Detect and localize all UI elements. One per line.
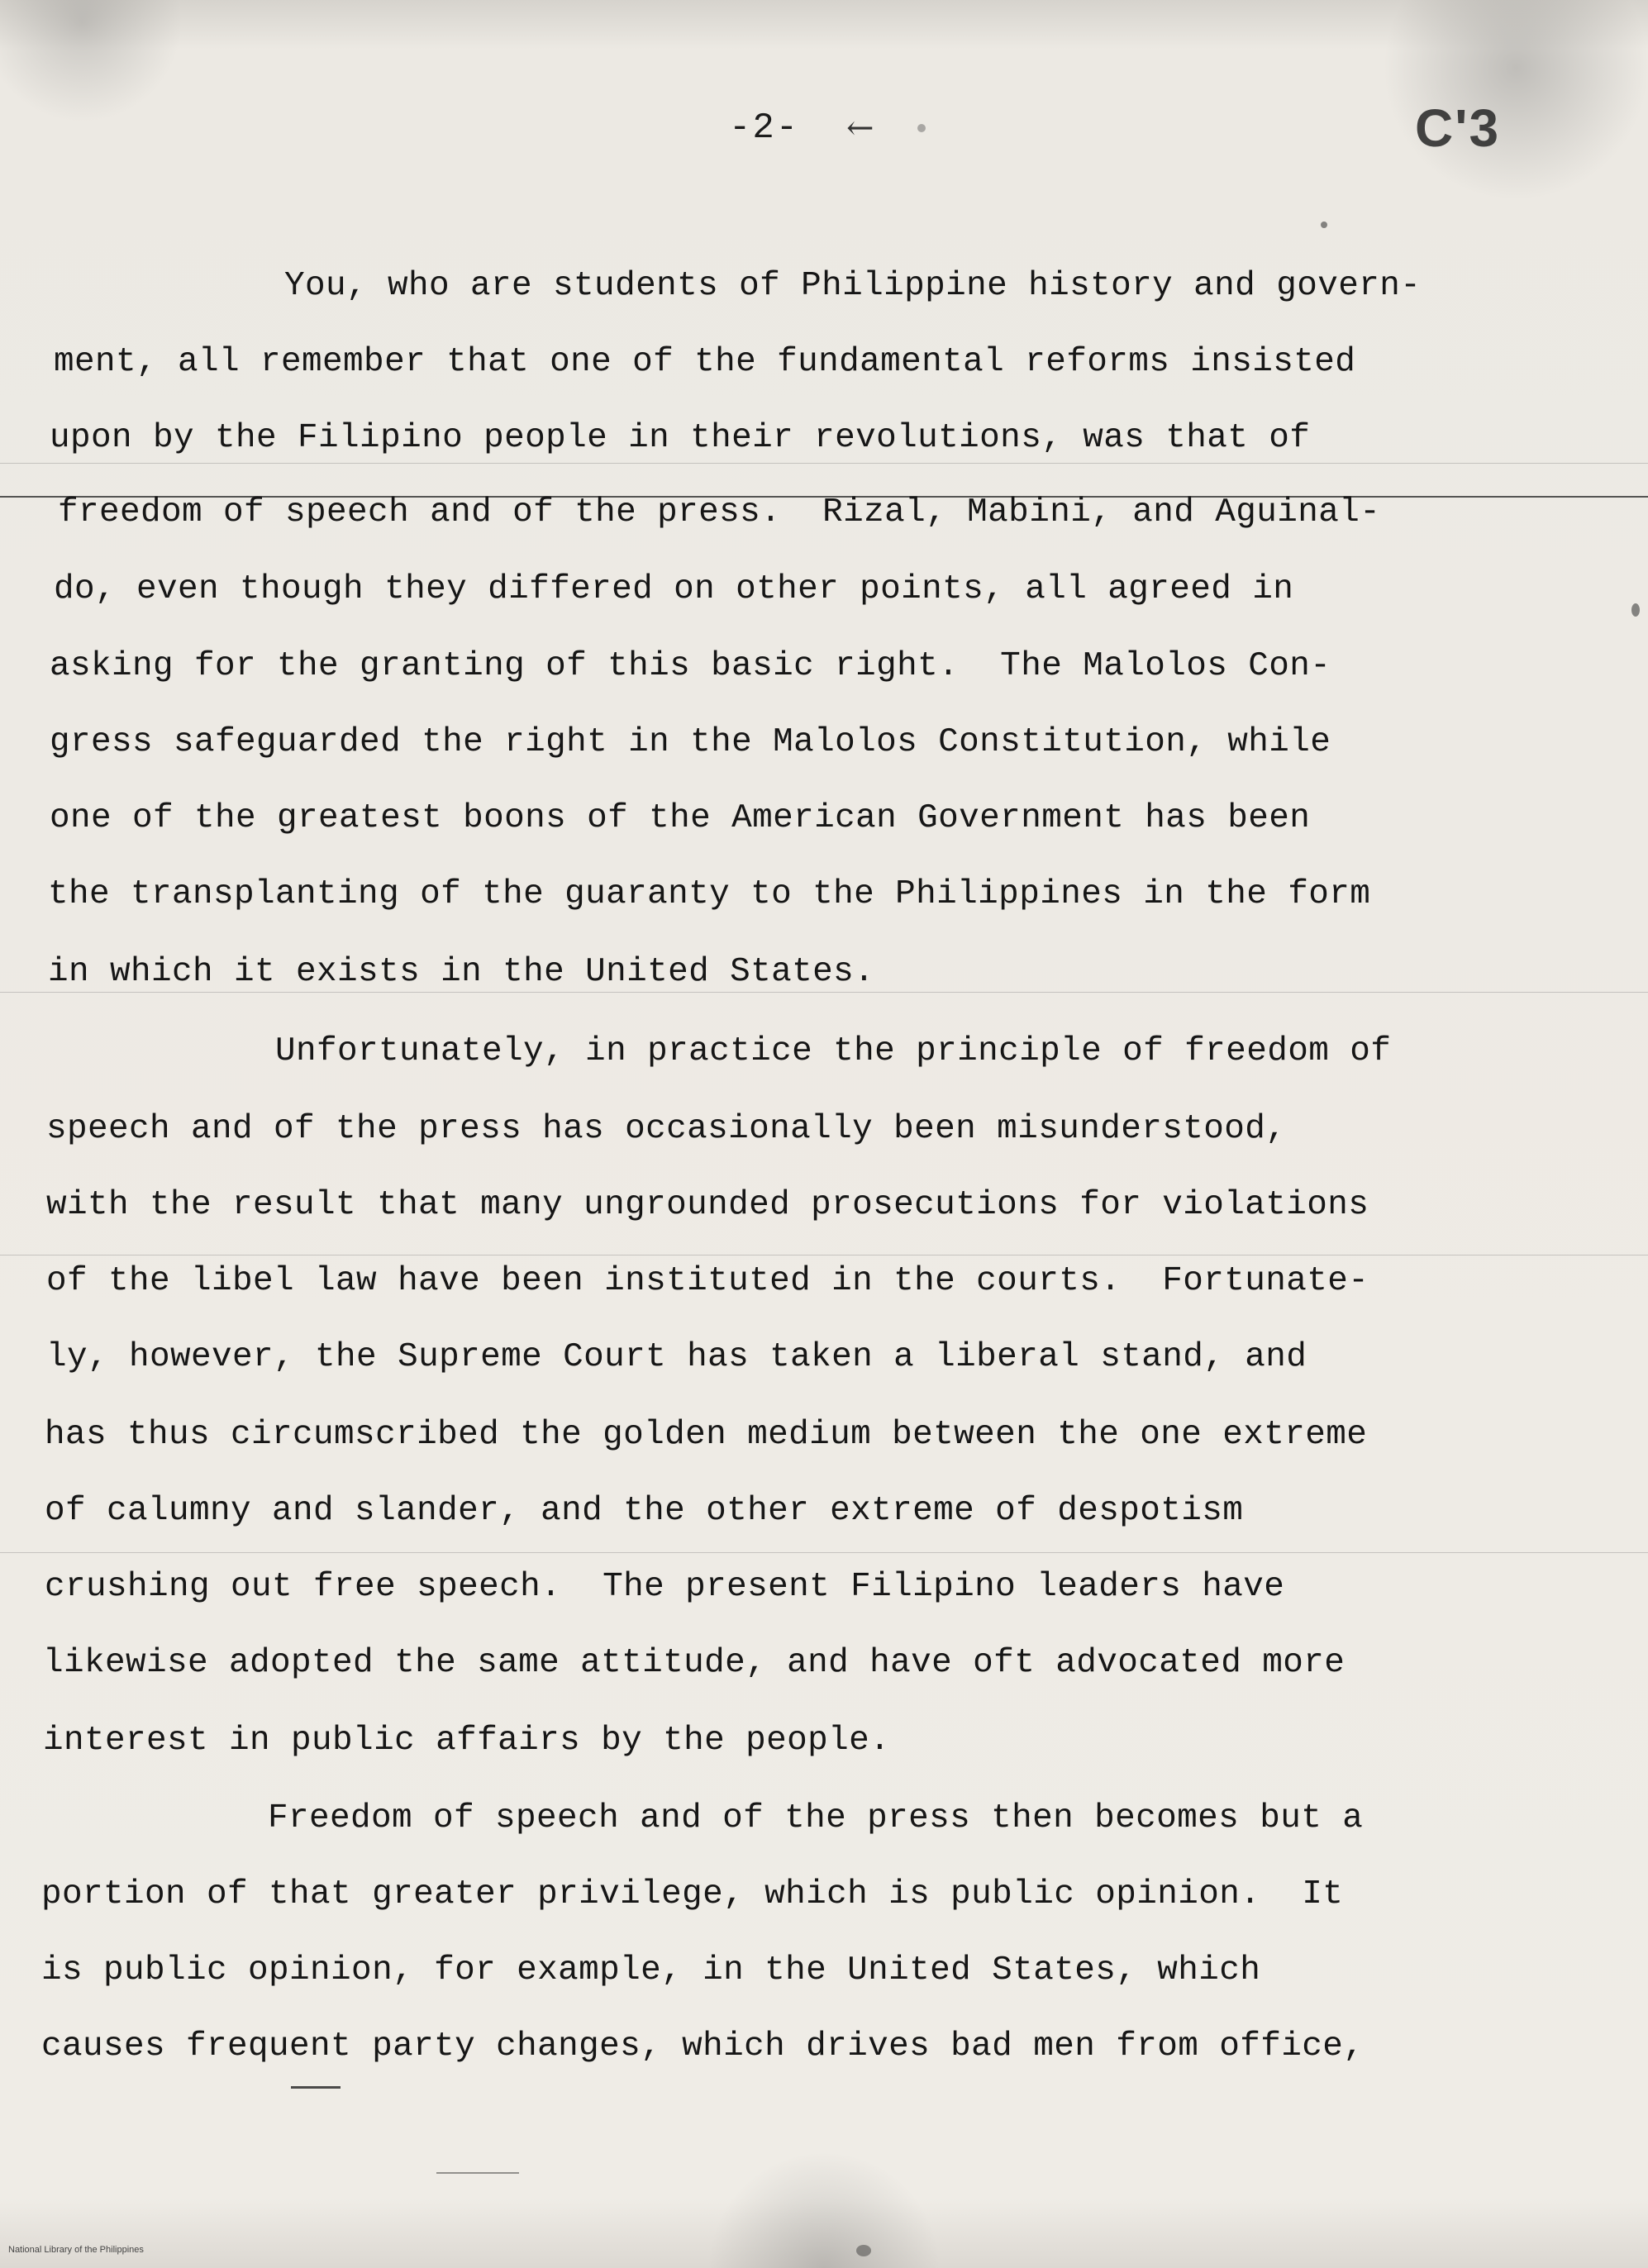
text-line: ly, however, the Supreme Court has taken a liberal stand, and <box>46 1338 1307 1376</box>
text-line: likewise adopted the same attitude, and have oft advocated more <box>43 1644 1346 1682</box>
text-line: of calumny and slander, and the other extreme of despotism <box>45 1492 1244 1530</box>
scan-speck <box>1631 603 1640 617</box>
text-line: portion of that greater privilege, which is public opinion. It <box>41 1875 1344 1913</box>
scan-speck <box>917 124 926 132</box>
scan-line <box>0 992 1648 993</box>
text-line: Unfortunately, in practice the principle of freedom of <box>275 1032 1392 1070</box>
pen-mark <box>436 2172 519 2174</box>
page-mark: ← <box>846 109 874 147</box>
scan-line <box>0 463 1648 464</box>
archive-stamp: National Library of the Philippines <box>8 2245 144 2255</box>
scan-line <box>0 1255 1648 1256</box>
text-line: interest in public affairs by the people. <box>43 1722 891 1760</box>
scan-speck <box>1321 222 1327 228</box>
text-line: one of the greatest boons of the American Government has been <box>50 799 1311 837</box>
text-line: Freedom of speech and of the press then becomes but a <box>268 1799 1364 1837</box>
text-line: ment, all remember that one of the fundamental reforms insisted <box>54 343 1356 381</box>
text-line: the transplanting of the guaranty to the Philippines in the form <box>48 875 1371 913</box>
text-line: freedom of speech and of the press. Rizal, Mabini, and Aguinal- <box>58 493 1381 531</box>
text-line: in which it exists in the United States. <box>48 953 875 991</box>
page-number: -2- <box>729 107 800 149</box>
text-line: has thus circumscribed the golden medium between the one extreme <box>45 1416 1368 1454</box>
text-line: crushing out free speech. The present Filipino leaders have <box>45 1568 1285 1606</box>
text-line: is public opinion, for example, in the United States, which <box>41 1951 1261 1989</box>
pen-mark <box>291 2086 341 2089</box>
scan-speck <box>856 2245 871 2256</box>
text-line: do, even though they differed on other points, all agreed in <box>54 570 1294 608</box>
corner-page-number: C'3 <box>1415 98 1501 158</box>
text-line: gress safeguarded the right in the Malolos Constitution, while <box>50 723 1331 761</box>
text-line: upon by the Filipino people in their revolutions, was that of <box>50 419 1311 457</box>
text-line: asking for the granting of this basic right. The Malolos Con- <box>50 647 1331 685</box>
scan-line <box>0 1552 1648 1553</box>
text-line: of the libel law have been instituted in the courts. Fortunate- <box>46 1262 1369 1300</box>
text-line: with the result that many ungrounded prosecutions for violations <box>46 1186 1369 1224</box>
text-line: speech and of the press has occasionally been misunderstood, <box>46 1110 1287 1148</box>
text-line: You, who are students of Philippine history and govern- <box>284 267 1422 305</box>
text-line: causes frequent party changes, which drives bad men from office, <box>41 2027 1365 2066</box>
